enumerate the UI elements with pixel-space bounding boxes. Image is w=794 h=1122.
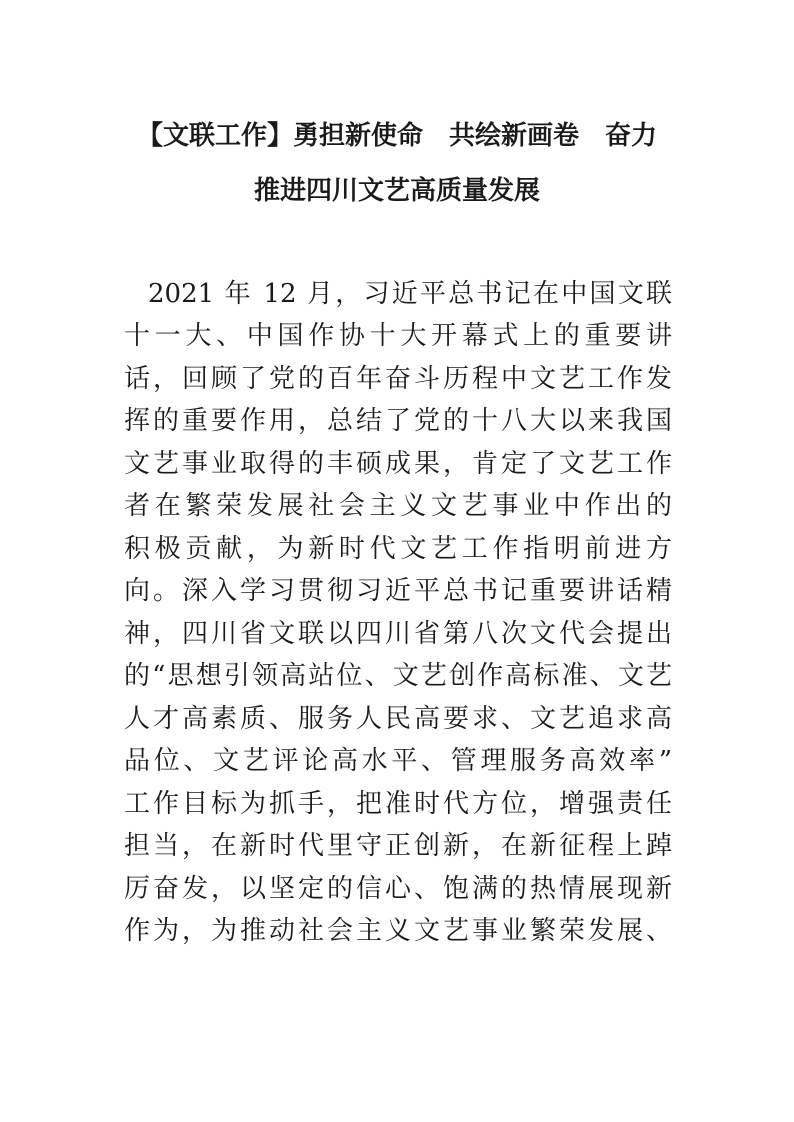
body-line-3: 话，回顾了党的百年奋斗历程中文艺工作发 [124, 364, 672, 394]
body-line-5: 文艺事业取得的丰硕成果，肯定了文艺工作 [124, 449, 672, 479]
body-line-10: 的“思想引领高站位、文艺创作高标准、文艺 [124, 661, 672, 691]
body-line-12: 品位、文艺评论高水平、管理服务高效率” [124, 746, 672, 776]
body-line-8: 向。深入学习贯彻习近平总书记重要讲话精 [124, 576, 672, 606]
body-line-1: 2021 年 12 月，习近平总书记在中国文联 [148, 279, 672, 309]
body-line-7: 积极贡献，为新时代文艺工作指明前进方 [124, 534, 672, 564]
body-line-16: 作为，为推动社会主义文艺事业繁荣发展、 [124, 916, 672, 946]
body-line-14: 担当，在新时代里守正创新，在新征程上踔 [124, 831, 672, 861]
body-line-2: 十一大、中国作协十大开幕式上的重要讲 [124, 321, 672, 351]
document-title-line-2: 推进四川文艺高质量发展 [253, 176, 540, 206]
body-line-6: 者在繁荣发展社会主义文艺事业中作出的 [124, 491, 672, 521]
document-title-line-1: 【文联工作】勇担新使命 共绘新画卷 奋力 [136, 121, 657, 151]
body-line-15: 厉奋发，以坚定的信心、饱满的热情展现新 [124, 874, 672, 904]
body-line-11: 人才高素质、服务人民高要求、文艺追求高 [124, 704, 672, 734]
body-line-9: 神，四川省文联以四川省第八次文代会提出 [124, 619, 672, 649]
body-line-4: 挥的重要作用，总结了党的十八大以来我国 [124, 406, 672, 436]
body-line-13: 工作目标为抓手，把准时代方位，增强责任 [124, 789, 672, 819]
